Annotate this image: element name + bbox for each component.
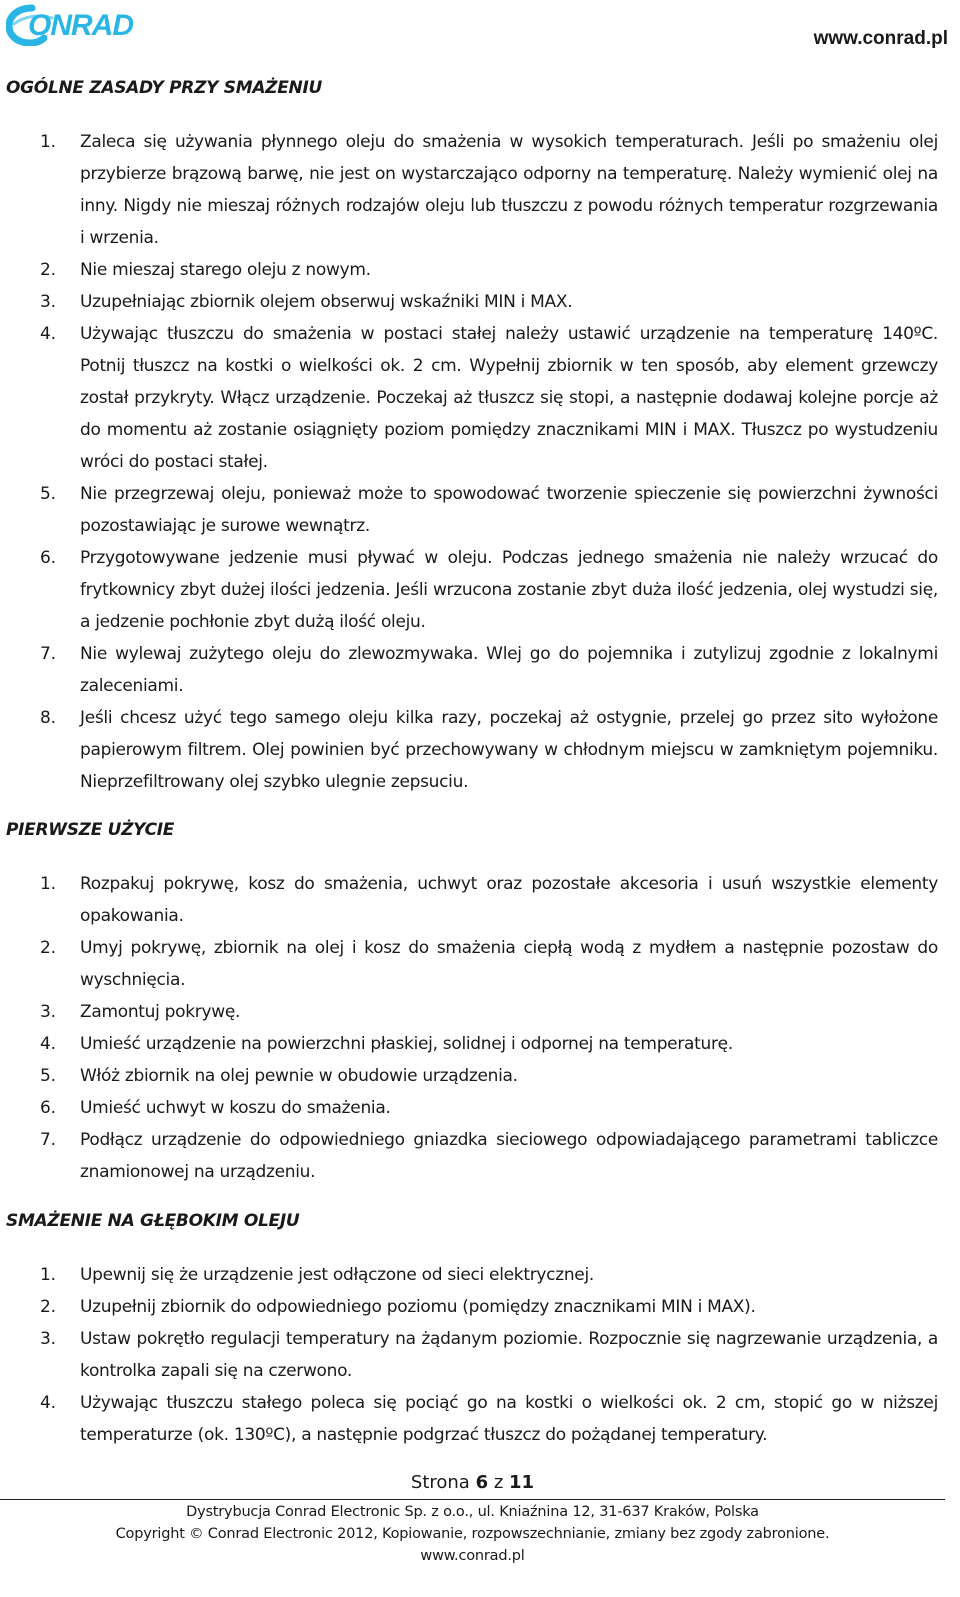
item-text: Umieść uchwyt w koszu do smażenia.	[80, 1098, 391, 1118]
footer-url[interactable]: www.conrad.pl	[420, 1548, 525, 1564]
list-item	[0, 478, 960, 542]
list-item	[0, 996, 960, 1028]
list-item	[0, 1060, 960, 1092]
item-text: Umieść urządzenie na powierzchni płaskiej, solidnej i odpornej na temperaturę.	[80, 1034, 733, 1054]
item-text: Zamontuj pokrywę.	[80, 1002, 241, 1022]
list-item	[0, 868, 960, 932]
list-item	[0, 286, 960, 318]
page-of: z	[493, 1472, 504, 1493]
footer-divider	[0, 1499, 945, 1500]
page-footer	[0, 1501, 945, 1567]
deep-frying-list	[0, 1259, 960, 1451]
page-header	[0, 0, 960, 60]
item-number: 7.	[40, 644, 56, 664]
item-number: 4.	[40, 1034, 56, 1054]
svg-text:ONRAD: ONRAD	[28, 9, 133, 42]
list-item	[0, 254, 960, 286]
page-label: Strona	[410, 1472, 470, 1493]
list-item	[0, 1092, 960, 1124]
list-item	[0, 1124, 960, 1188]
item-number: 6.	[40, 1098, 56, 1118]
conrad-logo	[6, 2, 164, 46]
item-number: 4.	[40, 324, 56, 344]
item-number: 4.	[40, 1393, 56, 1413]
item-number: 6.	[40, 548, 56, 568]
site-url[interactable]: www.conrad.pl	[813, 28, 948, 49]
list-item	[0, 638, 960, 702]
item-number: 5.	[40, 1066, 56, 1086]
item-text: Używając tłuszczu do smażenia w postaci stałej należy ustawić urządzenie na temperaturę 140ºC. Potnij tłuszcz na kostki o wielkości ok. 2 cm. Wypełnij zbiornik w ten sposób, aby element grzewczy został przykryty. Włącz urządzenie. Poczekaj aż tłuszcz się stopi, a następnie dodawaj kolejne porcje aż do momentu aż zostanie osiągnięty poziom pomiędzy znacznikami MIN i MAX. Tłuszcz po wystudzeniu wróci do postaci stałej.	[80, 324, 938, 472]
list-item	[0, 1028, 960, 1060]
list-item	[0, 542, 960, 638]
section-title-first-use: PIERWSZE UŻYCIE	[6, 820, 175, 840]
list-item	[0, 1259, 960, 1291]
list-item	[0, 1387, 960, 1451]
item-number: 2.	[40, 938, 56, 958]
list-item	[0, 126, 960, 254]
page-current: 6	[475, 1472, 489, 1493]
item-text: Włóż zbiornik na olej pewnie w obudowie urządzenia.	[80, 1066, 518, 1086]
item-text: Nie wylewaj zużytego oleju do zlewozmywaka. Wlej go do pojemnika i zutylizuj zgodnie z lokalnymi zaleceniami.	[80, 644, 938, 696]
item-text: Ustaw pokrętło regulacji temperatury na żądanym poziomie. Rozpocznie się nagrzewanie urządzenia, a kontrolka zapali się na czerwono.	[80, 1329, 938, 1381]
list-item	[0, 702, 960, 798]
section-title-deep-frying: SMAŻENIE NA GŁĘBOKIM OLEJU	[6, 1211, 300, 1231]
item-number: 3.	[40, 1002, 56, 1022]
item-number: 3.	[40, 292, 56, 312]
item-text: Umyj pokrywę, zbiornik na olej i kosz do smażenia ciepłą wodą z mydłem a następnie pozostaw do wyschnięcia.	[80, 938, 938, 990]
item-text: Przygotowywane jedzenie musi pływać w oleju. Podczas jednego smażenia nie należy wrzucać do frytkownicy zbyt dużej ilości jedzenia. Jeśli wrzucona zostanie zbyt duża ilość jedzenia, olej wystudzi się, a jedzenie pochłonie zbyt dużą ilość oleju.	[80, 548, 938, 632]
item-number: 7.	[40, 1130, 56, 1150]
list-item	[0, 1323, 960, 1387]
item-text: Nie przegrzewaj oleju, ponieważ może to spowodować tworzenie spieczenie się powierzchni żywności pozostawiając je surowe wewnątrz.	[80, 484, 938, 536]
item-text: Zaleca się używania płynnego oleju do smażenia w wysokich temperaturach. Jeśli po smażeniu olej przybierze brązową barwę, nie jest on wystarczająco odporny na temperaturę. Należy wymienić olej na inny. Nigdy nie mieszaj różnych rodzajów oleju lub tłuszczu z powodu różnych temperatur rozgrzewania i wrzenia.	[80, 132, 938, 248]
item-text: Jeśli chcesz użyć tego samego oleju kilka razy, poczekaj aż ostygnie, przelej go przez sito wyłożone papierowym filtrem. Olej powinien być przechowywany w chłodnym miejscu w zamkniętym pojemniku. Nieprzefiltrowany olej szybko ulegnie zepsuciu.	[80, 708, 938, 792]
item-number: 2.	[40, 260, 56, 280]
list-item	[0, 932, 960, 996]
item-number: 3.	[40, 1329, 56, 1349]
section-title-general-rules: OGÓLNE ZASADY PRZY SMAŻENIU	[6, 78, 322, 98]
item-text: Upewnij się że urządzenie jest odłączone od sieci elektrycznej.	[80, 1265, 594, 1285]
general-rules-list	[0, 126, 960, 798]
list-item	[0, 318, 960, 478]
item-number: 8.	[40, 708, 56, 728]
item-text: Uzupełnij zbiornik do odpowiedniego poziomu (pomiędzy znacznikami MIN i MAX).	[80, 1297, 756, 1317]
item-text: Używając tłuszczu stałego poleca się pociąć go na kostki o wielkości ok. 2 cm, stopić go w niższej temperaturze (ok. 130ºC), a następnie podgrzać tłuszcz do pożądanej temperatury.	[80, 1393, 938, 1445]
item-text: Uzupełniając zbiornik olejem obserwuj wskaźniki MIN i MAX.	[80, 292, 573, 312]
item-number: 5.	[40, 484, 56, 504]
list-item	[0, 1291, 960, 1323]
first-use-list	[0, 868, 960, 1188]
item-number: 2.	[40, 1297, 56, 1317]
page-number	[0, 1470, 945, 1496]
footer-copyright: Copyright © Conrad Electronic 2012, Kopiowanie, rozpowszechnianie, zmiany bez zgody zabronione.	[115, 1526, 830, 1542]
item-number: 1.	[40, 874, 56, 894]
item-text: Nie mieszaj starego oleju z nowym.	[80, 260, 371, 280]
item-text: Podłącz urządzenie do odpowiedniego gniazdka sieciowego odpowiadającego parametrami tabliczce znamionowej na urządzeniu.	[80, 1130, 938, 1182]
item-text: Rozpakuj pokrywę, kosz do smażenia, uchwyt oraz pozostałe akcesoria i usuń wszystkie elementy opakowania.	[80, 874, 938, 926]
footer-distributor: Dystrybucja Conrad Electronic Sp. z o.o., ul. Kniaźnina 12, 31-637 Kraków, Polska	[186, 1504, 759, 1520]
item-number: 1.	[40, 1265, 56, 1285]
item-number: 1.	[40, 132, 56, 152]
page-total: 11	[509, 1472, 535, 1493]
